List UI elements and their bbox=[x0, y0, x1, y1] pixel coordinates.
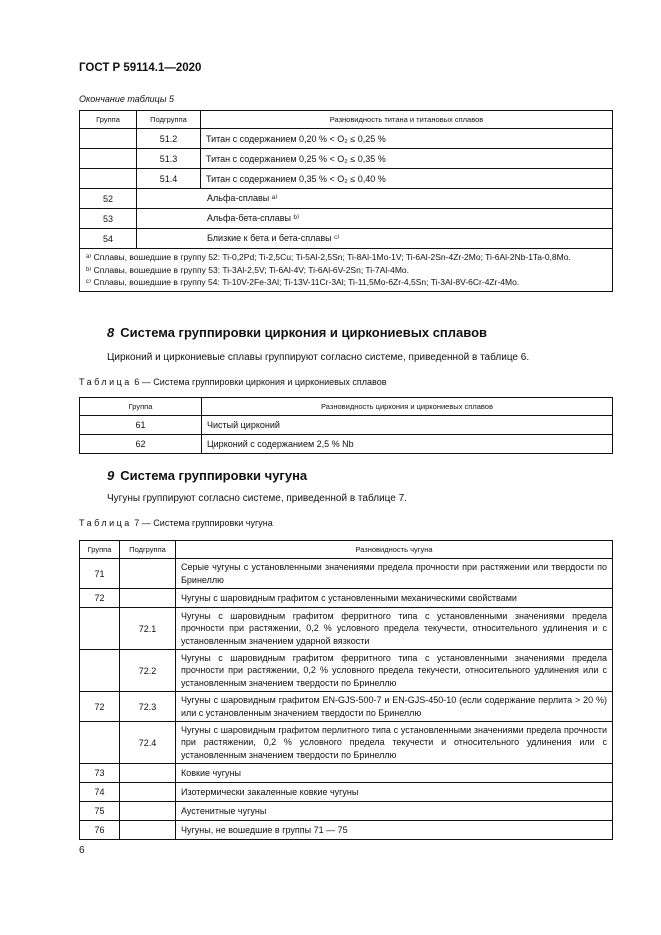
table-row: 72.2 Чугуны с шаровидным графитом ферритного типа с установленными значениями предела прочности при растяжении, 0,2 % условного предела текучести, относительного удлинения или с установленным значением твердости по Бринеллю bbox=[80, 650, 613, 692]
table7 bbox=[79, 540, 613, 840]
table-row: 73 Ковкие чугуны bbox=[80, 764, 613, 783]
table-row: 74 Изотермически закаленные ковкие чугуны bbox=[80, 783, 613, 802]
document-header: ГОСТ Р 59114.1—2020 bbox=[79, 62, 202, 74]
table5-continuation-label: Окончание таблицы 5 bbox=[79, 94, 174, 104]
table-row: 72.4 Чугуны с шаровидным графитом перлитного типа с установленными значениями предела прочности при растяжении, 0,2 % условного предела текучести и относительного удлинения или с установленным значением твердости по Бринеллю bbox=[80, 722, 613, 764]
table-row: 52 Альфа-сплавы ᵃ⁾ bbox=[80, 189, 613, 209]
table-row: 72.1 Чугуны с шаровидным графитом ферритного типа с установленными значениями предела прочности при растяжении, 0,2 % условного предела текучести, относительного удлинения и с установленным значением ударной вязкости bbox=[80, 608, 613, 650]
table5-notes bbox=[80, 249, 613, 292]
table-row: 76 Чугуны, не вошедшие в группы 71 — 75 bbox=[80, 821, 613, 840]
table-row: 75 Аустенитные чугуны bbox=[80, 802, 613, 821]
table5-header-group: Группа bbox=[80, 111, 137, 129]
section9-paragraph: Чугуны группируют согласно системе, приведенной в таблице 7. bbox=[107, 493, 407, 504]
table7-header-kind: Разновидность чугуна bbox=[176, 541, 613, 559]
table-row: 72 Чугуны с шаровидным графитом с установленными механическими свойствами bbox=[80, 589, 613, 608]
table5 bbox=[79, 110, 613, 292]
table-row: 61 Чистый цирконий bbox=[80, 416, 613, 435]
table7-caption: Таблица 7 — Система группировки чугуна bbox=[79, 518, 273, 528]
table-row: 54 Близкие к бета и бета-сплавы ᶜ⁾ bbox=[80, 229, 613, 249]
table5-note-c: ᶜ⁾ Сплавы, вошедшие в группу 54: Ti-10V-2Fe-3Al; Ti-13V-11Cr-3Al; Ti-11,5Mo-6Zr-4,5Sn; Ti-3Al-8V-6Cr-4Zr-4Mo. bbox=[86, 277, 520, 287]
table-row: 51.3 Титан с содержанием 0,25 % < O₂ ≤ 0,35 % bbox=[80, 149, 613, 169]
table-row: 51.4 Титан с содержанием 0,35 % < O₂ ≤ 0,40 % bbox=[80, 169, 613, 189]
section8-title: 8 Система группировки циркония и циркониевых сплавов bbox=[107, 325, 488, 340]
table5-note-a: ᵃ⁾ Сплавы, вошедшие в группу 52: Ti-0,2Pd; Ti-2,5Cu; Ti-5Al-2,5Sn; Ti-8Al-1Mo-1V; Ti-6Al-2Sn-4Zr-2Mo; Ti-6Al-2Nb-1Ta-0,8Mo. bbox=[86, 252, 571, 262]
table6-header-kind: Разновидность циркония и циркониевых сплавов bbox=[202, 398, 613, 416]
table-row: 72 72.3 Чугуны с шаровидным графитом EN-GJS-500-7 и EN-GJS-450-10 (если содержание перлита > 20 %) или с установленным значением твердости по Бринеллю bbox=[80, 692, 613, 722]
table-row: 53 Альфа-бета-сплавы ᵇ⁾ bbox=[80, 209, 613, 229]
page-number: 6 bbox=[79, 845, 85, 856]
table-row: 71 Серые чугуны с установленными значениями предела прочности при растяжении или твердости по Бринеллю bbox=[80, 559, 613, 589]
table-row: 62 Цирконий с содержанием 2,5 % Nb bbox=[80, 435, 613, 454]
table6-caption: Таблица 6 — Система группировки циркония и циркониевых сплавов bbox=[79, 377, 387, 387]
table5-header-kind: Разновидность титана и титановых сплавов bbox=[201, 111, 613, 129]
table7-header-subgroup: Подгруппа bbox=[120, 541, 176, 559]
table5-note-b: ᵇ⁾ Сплавы, вошедшие в группу 53: Ti-3Al-2,5V; Ti-6Al-4V; Ti-6Al-6V-2Sn; Ti-7Al-4Mo. bbox=[86, 264, 409, 275]
table6-header-group: Группа bbox=[80, 398, 202, 416]
table7-header-group: Группа bbox=[80, 541, 120, 559]
table6 bbox=[79, 397, 613, 454]
table-row: 51.2 Титан с содержанием 0,20 % < O₂ ≤ 0,25 % bbox=[80, 129, 613, 149]
section8-paragraph: Цирконий и циркониевые сплавы группируют согласно системе, приведенной в таблице 6. bbox=[107, 352, 530, 363]
table5-header-subgroup: Подгруппа bbox=[137, 111, 201, 129]
section9-title: 9 Система группировки чугуна bbox=[107, 468, 308, 483]
